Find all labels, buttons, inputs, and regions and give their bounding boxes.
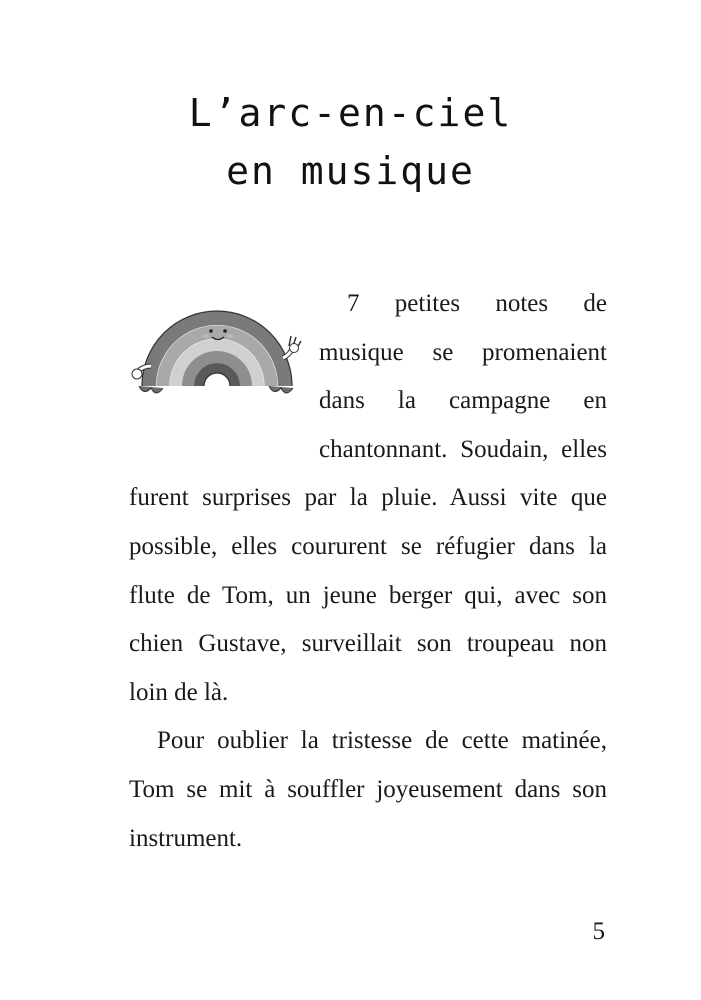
paragraph-2: Pour oublier la tristesse de cette matinée, Tom se mit à souffler joyeusement dans son instrument.: [129, 727, 607, 852]
smiling-rainbow-icon: [129, 288, 305, 428]
page-title: [0, 84, 701, 200]
story-text: [129, 280, 607, 863]
page-number: 5: [592, 918, 605, 945]
title-line-2: en musique: [226, 149, 475, 193]
title-line-1: L’arc-en-ciel: [188, 91, 513, 135]
paragraph-1: 7 petites notes de musique se promenaient dans la campagne en chantonnant. Soudain, elles furent surprises par la pluie. Aussi vite que possible, elles coururent se réfugier dans la flute de Tom, un jeune berger qui, avec son chien Gustave, surveillait son troupeau non loin de là.: [129, 290, 607, 706]
